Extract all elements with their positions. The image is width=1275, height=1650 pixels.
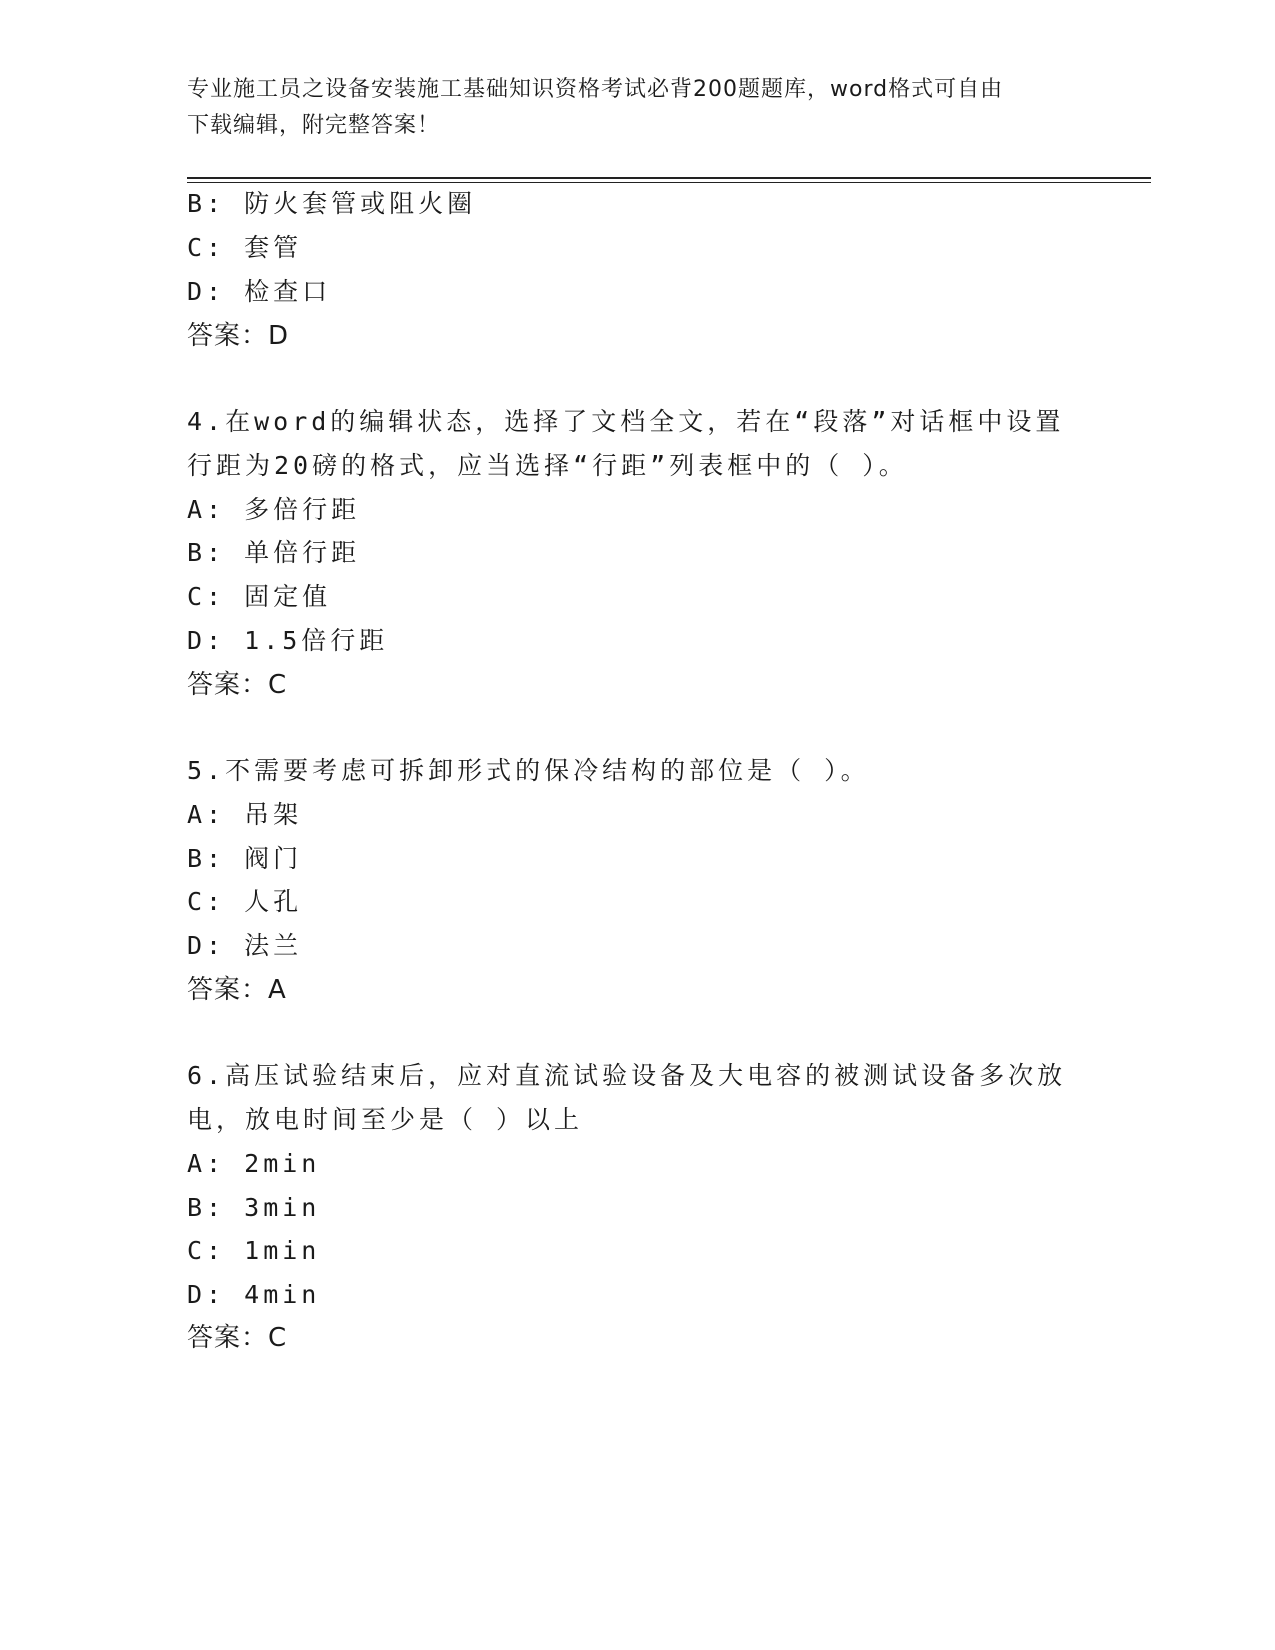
header-line-1: 专业施工员之设备安装施工基础知识资格考试必背200题题库，word格式可自由 (187, 77, 1004, 102)
q4-option-c: C: 固定值 (187, 582, 332, 611)
q6-question-line-1: 6.高压试验结束后，应对直流试验设备及大电容的被测试设备多次放 (187, 1061, 1067, 1090)
header-divider-thin (187, 182, 1151, 183)
q5-question-line-1: 5.不需要考虑可拆卸形式的保冷结构的部位是（ ）。 (187, 756, 870, 785)
q5-option-b: B: 阀门 (187, 844, 303, 873)
q4-question-line-2: 行距为20磅的格式，应当选择“行距”列表框中的（ ）。 (187, 451, 908, 480)
q6-option-a: A: 2min (187, 1149, 321, 1178)
q4-option-d: D: 1.5倍行距 (187, 626, 389, 655)
document-header (187, 72, 1087, 144)
q5-option-a: A: 吊架 (187, 800, 303, 829)
q6-option-c: C: 1min (187, 1236, 321, 1265)
q3-option-c: C: 套管 (187, 233, 303, 262)
q4-option-b: B: 单倍行距 (187, 538, 361, 567)
header-divider-thick (187, 177, 1151, 179)
q6-answer: 答案：C (187, 1323, 288, 1353)
q3-option-b: B: 防火套管或阻火圈 (187, 189, 477, 218)
q6-option-d: D: 4min (187, 1280, 321, 1309)
q3-answer: 答案：D (187, 321, 290, 351)
header-line-2: 下载编辑，附完整答案！ (187, 113, 441, 138)
q5-answer: 答案：A (187, 975, 287, 1005)
q6-option-b: B: 3min (187, 1193, 321, 1222)
q6-question-line-2: 电，放电时间至少是（ ）以上 (187, 1105, 584, 1134)
q3-option-d: D: 检查口 (187, 277, 332, 306)
q4-question-line-1: 4.在word的编辑状态，选择了文档全文，若在“段落”对话框中设置 (187, 407, 1065, 436)
q4-answer: 答案：C (187, 670, 288, 700)
q4-option-a: A: 多倍行距 (187, 495, 361, 524)
q5-option-d: D: 法兰 (187, 931, 303, 960)
q5-option-c: C: 人孔 (187, 887, 303, 916)
